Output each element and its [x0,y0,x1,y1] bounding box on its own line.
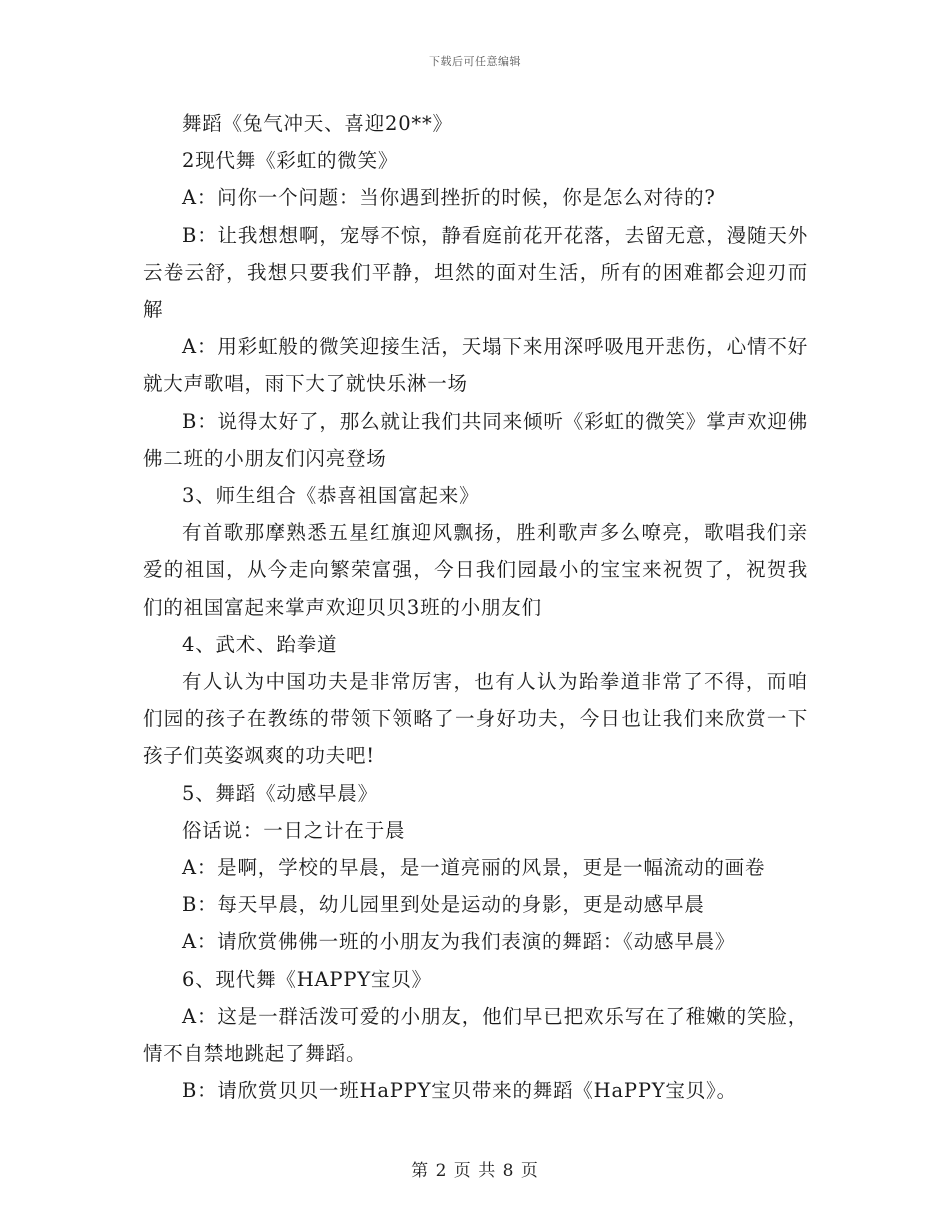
paragraph: A：用彩虹般的微笑迎接生活，天塌下来用深呼吸甩开悲伤，心情不好就大声歌唱，雨下大了就快乐淋一场 [143,335,808,396]
paragraph: B：每天早晨，幼儿园里到处是运动的身影，更是动感早晨 [182,893,705,917]
paragraph: 有人认为中国功夫是非常厉害，也有人认为跆拳道非常了不得，而咱们园的孩子在教练的带领下领略了一身好功夫，今日也让我们来欣赏一下孩子们英姿飒爽的功夫吧! [143,670,808,768]
paragraph: 俗话说：一日之计在于晨 [182,818,406,842]
paragraph: B：请欣赏贝贝一班HaPPY宝贝带来的舞蹈《HaPPY宝贝》。 [182,1079,737,1103]
paragraph: 3、师生组合《恭喜祖国富起来》 [182,484,480,508]
paragraph: A：是啊，学校的早晨，是一道亮丽的风景，更是一幅流动的画卷 [182,856,766,880]
paragraph: 有首歌那摩熟悉五星红旗迎风飘扬，胜利歌声多么嘹亮，歌唱我们亲爱的祖国，从今走向繁荣富强，今日我们园最小的宝宝来祝贺了，祝贺我们的祖国富起来掌声欢迎贝贝3班的小朋友们 [143,521,808,619]
paragraph: 4、武术、跆拳道 [182,632,338,656]
paragraph: B：让我想想啊，宠辱不惊，静看庭前花开花落，去留无意，漫随天外云卷云舒，我想只要我们平静，坦然的面对生活，所有的困难都会迎刃而解 [143,223,808,322]
paragraph: B：说得太好了，那么就让我们共同来倾听《彩虹的微笑》掌声欢迎佛佛二班的小朋友们闪亮登场 [143,409,808,470]
paragraph: A：这是一群活泼可爱的小朋友，他们早已把欢乐写在了稚嫩的笑脸，情不自禁地跳起了舞蹈。 [143,1004,808,1066]
page-header: 下载后可任意编辑 [429,55,521,68]
paragraph: 6、现代舞《HAPPY宝贝》 [182,967,432,991]
paragraph: A：问你一个问题：当你遇到挫折的时候，你是怎么对待的? [182,186,716,210]
paragraph: 2现代舞《彩虹的微笑》 [182,149,399,173]
document-body [143,105,808,1109]
paragraph: 舞蹈《兔气冲天、喜迎20**》 [182,112,453,135]
paragraph: A：请欣赏佛佛一班的小朋友为我们表演的舞蹈：《动感早晨》 [182,930,736,954]
paragraph: 5、舞蹈《动感早晨》 [182,781,378,805]
page-number-footer: 第 2 页 共 8 页 [411,1161,539,1181]
